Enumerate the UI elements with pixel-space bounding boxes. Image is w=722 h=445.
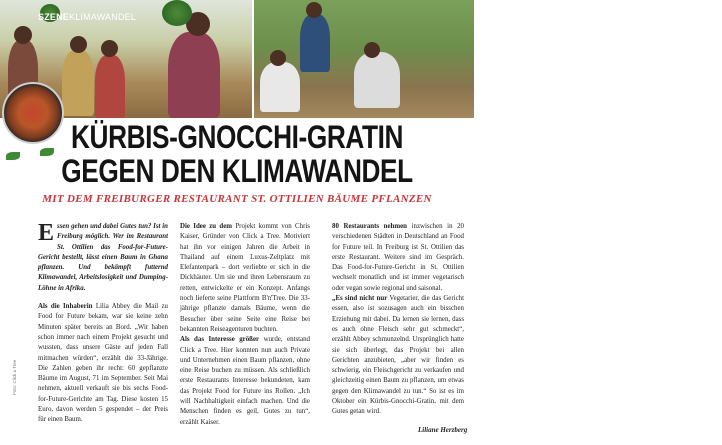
woman-figure	[62, 50, 94, 116]
paragraph-lead: Die Idee zu dem	[180, 223, 233, 230]
paragraph-lead: Als das Interesse größer	[180, 336, 260, 344]
woman-figure	[168, 32, 220, 118]
woman-head	[14, 26, 32, 44]
man-head	[306, 2, 322, 18]
article-subheadline: MIT DEM FREIBURGER RESTAURANT ST. OTTILIEN BÄUME PFLANZEN	[42, 193, 432, 205]
paragraph-body: wurde, entstand Click a Tree. Hier konnten nun auch Private und Unternehmen einen Baum pflanzen, ohne eine Reise buchen zu müssen. Als schließlich erste Restaurants Interesse bekundeten, kam das Projekt Food for Future ins Rollen. „Ich will Nachhaltigkeit einfach machen. Und die Menschen finden es geil, Gutes zu tun“, erzählt Kaiser.	[180, 336, 310, 426]
photo-caption: Solidarität: Mit der Spende aus St. Ottilien wurden in Ghana Bäume gepflanzt	[650, 38, 722, 68]
man-head	[270, 50, 286, 66]
paragraph-body: Projekt kommt von Chris Kaiser, Gründer von Click a Tree. Motiviert hat ihn vor einigen Jahren die Arbeit in Thailand auf einem Luxus-Zeltplatz mit Elefantenpark – dort verliebte er sich in die Dickhäuter. Um sie und ihren Lebensraum zu retten, entwickelte er ein Konzept. Anfangs noch lieferte seine Plattform B'n'Tree. Die 33-jährige pflanzte damals Bäume, wenn die Besucher über seine Seite eine Reise bei bekannten Reiseagenturen buchten.	[180, 223, 310, 333]
photo-credit: Foto: Click a Tree	[12, 359, 17, 395]
article-headline	[43, 120, 432, 188]
author-byline: Liliane Herzberg	[418, 426, 468, 434]
paragraph-body: inzwischen in 20 verschiedenen Städten in Deutschland an Food for Future teil. In Freiburg ist St. Ottilien das erste Restaurant. Weitere sind im Gespräch. Das Food-for-Future-Gericht in St. Ottilien wechselt monatlich und ist immer vegetarisch oder vegan sowie regional und saisonal.	[332, 223, 464, 292]
seedling-tree	[162, 0, 192, 26]
paragraph-lead: Als die Inhaberin	[38, 303, 93, 311]
paragraph-body: Lilia Abbey die Mail zu Food for Future bekam, war sie keine zehn Minuten später bereits an Bord. „Wir haben schon immer nach einem Projekt gesucht und wussten, dass unsere Gäste auf jeden Fall mitmachen würden“, erzählt die 33-Jährige. Die Zahlen geben ihr recht: 60 gepflanzte Bäume im August, 71 im September. Seit Mai nehmen, aktuell verkauft sie bis sechs Food-for-Future-Gerichte am Tag. Diese kosten 15 Euro, davon werden 5 gespendet – der Preis für einen Baum.	[38, 303, 168, 424]
woman-figure	[95, 55, 125, 118]
woman-head	[70, 36, 87, 53]
man-figure	[260, 62, 300, 112]
article-column-1	[38, 222, 168, 440]
section-label: SZENEKLIMAWANDEL	[38, 12, 137, 22]
paragraph-lead: „Es sind nicht nur	[332, 295, 388, 303]
photo-men-planting	[254, 0, 722, 118]
paragraph-body: Vegetarier, die das Gericht essen, also ist sozusagen auch ein bisschen Erziehung mit dabei. Da lernen sie lernen, dass es auch ohne Fleisch sehr gut schmeckt“, erzählt Abbey schmunzelnd. Ursprünglich hatte sie sich überlegt, das Projekt bei allen Gerichten anzubieten, „aber wir finden es schwierig, ein Fleischgericht zu verkaufen und gleichzeitig einen Baum zu pflanzen, um etwas gegen den Klimawandel zu tun.“ So ist es im Oktober ein Kürbis-Gnocchi-Gratin, mit dem Gutes getan wird.	[332, 295, 464, 416]
headline-line-2: GEGEN DEN KLIMAWANDEL	[61, 153, 413, 189]
man-head	[364, 42, 380, 58]
article-column-2	[180, 222, 310, 440]
woman-head	[101, 40, 118, 57]
herb-leaf	[6, 152, 20, 160]
drop-cap: E	[38, 220, 55, 246]
headline-line-1: KÜRBIS-GNOCCHI-GRATIN	[71, 119, 403, 155]
paragraph-lead: 80 Restaurants nehmen	[332, 223, 407, 230]
man-figure	[300, 14, 330, 72]
man-figure	[354, 52, 400, 108]
article-column-3	[332, 222, 464, 440]
intro-paragraph: ssen gehen und dabei Gutes tun? Ist in Freiburg möglich. Wer im Restaurant St. Ottilien das Food-for-Future-Gericht bestellt, lässt einen Baum in Ghana pflanzen. Und bekämpft futternd Klimawandel, Arbeitslosigkeit und Dumping-Löhne in Afrika.	[38, 223, 168, 292]
